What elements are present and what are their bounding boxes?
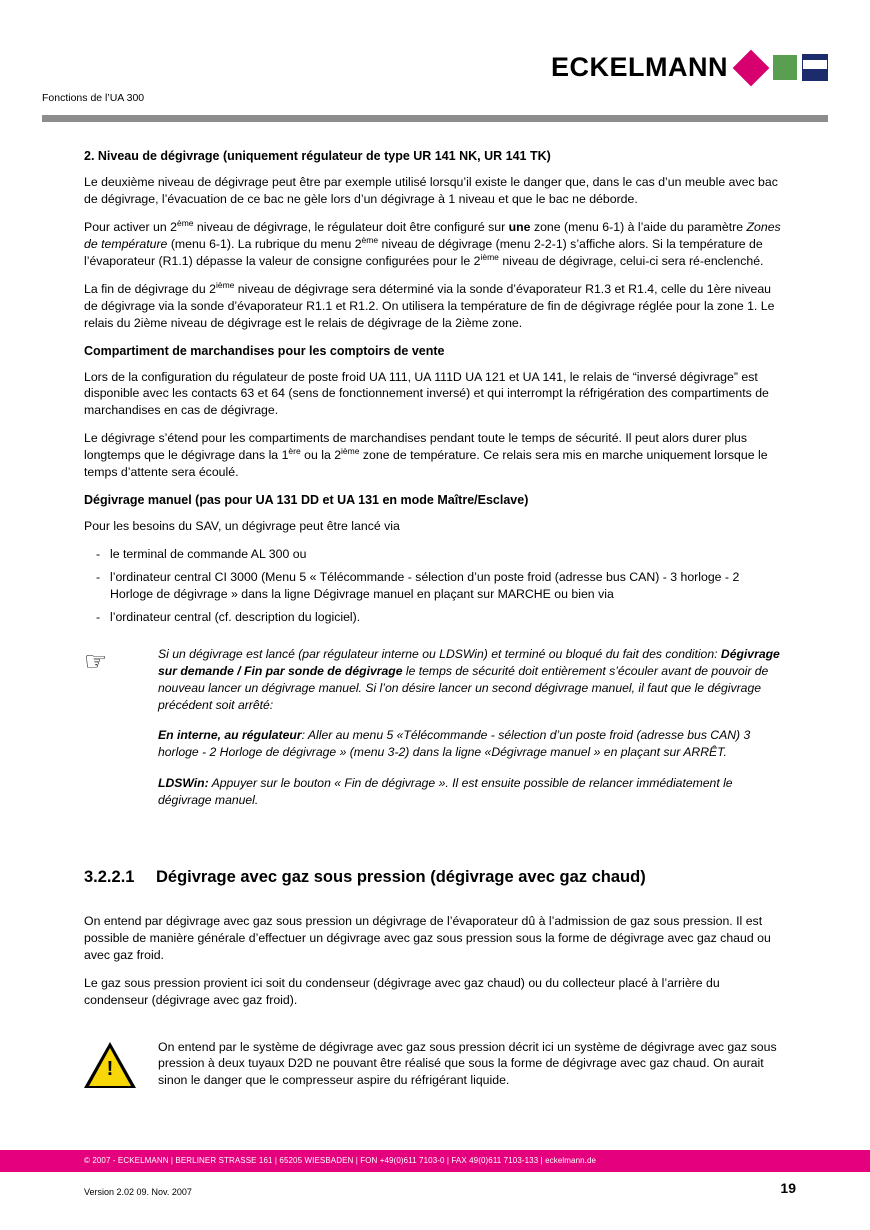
paragraph-1: Le deuxième niveau de dégivrage peut être par exemple utilisé lorsqu’il existe le danger que, dans le cas d’un meuble avec bac de dégivrage, l’évacuation de ce bac ne gèle lors d’un dégivrage à 1 niveau et que le bac ne déborde. xyxy=(84,174,778,206)
paragraph-2 xyxy=(84,219,784,270)
p2-seg-f: niveau de dégivrage, celui-ci sera ré-enclenché. xyxy=(498,253,764,268)
section-paragraph-1: On entend par dégivrage avec gaz sous pression un dégivrage de l’évaporateur dû à l’admission de gaz sous pression. Il est possible de manière générale d’effectuer un dégivrage avec gaz sous pression sous la forme de dégivrage avec gaz chaud ou avec gaz froid. xyxy=(84,913,771,962)
list-item: - l’ordinateur central (cf. description du logiciel). xyxy=(84,609,784,626)
heading-compartiment: Compartiment de marchandises pour les comptoirs de vente xyxy=(84,343,445,358)
p2-bold-une: une xyxy=(508,219,531,234)
paragraph-3 xyxy=(84,281,784,332)
note-text xyxy=(158,646,784,822)
note-p3-bold: LDSWin: xyxy=(158,775,209,790)
p2-sup-1: ème xyxy=(176,217,194,228)
p2-seg-a: Pour activer un 2 xyxy=(84,219,177,234)
header-rule xyxy=(42,115,828,122)
section-heading xyxy=(84,868,784,887)
list-item: - l’ordinateur central CI 3000 (Menu 5 « Télécommande - sélection d’un poste froid (adresse bus CAN) - 3 horloge - 2 Horloge de dégivrage » dans la ligne Dégivrage manuel en plaçant sur MARCHE ou bien via xyxy=(84,569,784,603)
heading-niveau-degivrage: 2. Niveau de dégivrage (uniquement régulateur de type UR 141 NK, UR 141 TK) xyxy=(84,149,551,163)
p5-sup-1: ère xyxy=(288,446,301,457)
p5-sup-2: ième xyxy=(341,446,360,457)
p5-seg-c: zone de température. Ce relais sera mis en marche uniquement lorsque le temps d’attente sera écoulé. xyxy=(84,448,768,480)
note-p2-bold: En interne, au régulateur xyxy=(158,728,302,743)
note-paragraph-1 xyxy=(158,646,784,714)
warning-triangle-icon: ! xyxy=(84,1039,158,1090)
running-head: Fonctions de l’UA 300 xyxy=(42,92,145,104)
section-paragraph-2: Le gaz sous pression provient ici soit du condenseur (dégivrage avec gaz chaud) ou du collecteur placé à l’arrière du condenseur (dégivrage avec gaz froid). xyxy=(84,975,720,1007)
p5-seg-b: ou la 2 xyxy=(300,448,342,463)
p2-sup-3: ième xyxy=(480,251,499,262)
p2-italic-zones: Zones de température xyxy=(84,219,781,251)
page-number: 19 xyxy=(780,1180,796,1196)
green-square-icon xyxy=(773,55,797,80)
section-title: Dégivrage avec gaz sous pression (dégivrage avec gaz chaud) xyxy=(156,867,646,886)
p3-sup: ième xyxy=(215,279,235,290)
diamond-icon xyxy=(733,49,770,86)
p2-seg-b: niveau de dégivrage, le régulateur doit être configuré sur xyxy=(193,219,509,234)
paragraph-6: Pour les besoins du SAV, un dégivrage peut être lancé via xyxy=(84,519,400,534)
p3-seg-a: La fin de dégivrage du 2 xyxy=(84,281,216,296)
p3-seg-b: niveau de dégivrage sera déterminé via la sonde d’évaporateur R1.3 et R1.4, celle du 1ère niveau de dégivrage via la sonde d’évaporateur R1.1 et R1.2. On utilisera la température de fin de dégivrage réglée pour la zone 1. Le relais du 2ième niveau de dégivrage est le relais de dégivrage de la 2ième zone. xyxy=(84,281,775,330)
note-paragraph-3 xyxy=(158,775,784,809)
p2-seg-c: zone (menu 6-1) à l’aide du paramètre xyxy=(530,219,747,234)
note-p1-b: le temps de sécurité doit entièrement s’écouler avant de pouvoir de nouveau lancer un dégivrage manuel. Si l’on désire lancer un second dégivrage manuel, il faut que le dégivrage précédent soit arrêté: xyxy=(158,664,769,713)
p2-sup-2: ème xyxy=(361,234,379,245)
blue-flag-icon xyxy=(802,54,828,81)
note-p2-rest: : Aller au menu 5 «Télécommande - sélection d’un poste froid (adresse bus CAN) 3 horloge - 2 Horloge de dégivrage » (menu 3-2) dans la ligne «Dégivrage manuel » en plaçant sur ARRÊT. xyxy=(158,728,751,760)
p2-seg-e: niveau de dégivrage (menu 2-2-1) s’affiche alors. Si la température de l’évaporateur (R1.1) dépasse la valeur de consigne configurées pour le 2 xyxy=(84,236,763,268)
manual-defrost-list xyxy=(84,546,784,626)
eckelmann-logo xyxy=(551,52,828,83)
list-item: - le terminal de commande AL 300 ou xyxy=(84,546,784,563)
logo-wordmark: ECKELMANN xyxy=(551,52,728,82)
warning-block xyxy=(84,1039,784,1090)
section-number: 3.2.2.1 xyxy=(84,867,135,886)
footer-version: Version 2.02 09. Nov. 2007 xyxy=(84,1187,192,1197)
note-p3-rest: Appuyer sur le bouton « Fin de dégivrage ». Il est ensuite possible de relancer immédiatement le dégivrage manuel. xyxy=(158,775,733,807)
heading-degivrage-manuel: Dégivrage manuel (pas pour UA 131 DD et UA 131 en mode Maître/Esclave) xyxy=(84,493,529,508)
note-p1-a: Si un dégivrage est lancé (par régulateur interne ou LDSWin) et terminé ou bloqué du fait des condition: xyxy=(158,647,721,662)
warning-text: On entend par le système de dégivrage avec gaz sous pression décrit ici un système de dégivrage avec gaz sous pression à deux tuyaux D2D ne pouvant être réalisé que sous la forme de dégivrage avec gaz chaud. On aurait sinon le danger que le compresseur aspire du réfrigérant liquide. xyxy=(158,1039,777,1088)
main-content xyxy=(84,140,784,1089)
footer-bar xyxy=(0,1150,870,1172)
paragraph-5 xyxy=(84,430,784,481)
p2-seg-d: (menu 6-1). La rubrique du menu 2 xyxy=(167,236,362,251)
note-p1-bold: Dégivrage sur demande / Fin par sonde de dégivrage xyxy=(158,647,780,679)
note-paragraph-2 xyxy=(158,727,784,761)
hand-pointing-icon: ☞ xyxy=(84,646,108,677)
p5-seg-a: Le dégivrage s’étend pour les compartiments de marchandises pendant toute le temps de sécurité. Il peut alors durer plus longtemps que le dégivrage dans la 1 xyxy=(84,431,748,463)
logo-marks xyxy=(738,54,828,81)
note-block xyxy=(84,646,784,822)
paragraph-4: Lors de la configuration du régulateur de poste froid UA 111, UA 111D UA 121 et UA 141, le relais de “inversé dégivrage” est disponible avec les contacts 63 et 64 (sens de fonctionnement inversé) et qui interrompt la réfrigération des compartiments de marchandises en cas de dégivrage. xyxy=(84,369,769,418)
footer-copyright: © 2007 - ECKELMANN | BERLINER STRASSE 161 | 65205 WIESBADEN | FON +49(0)611 7103-0 | FAX 49(0)611 7103-133 | eckelmann.de xyxy=(84,1156,597,1165)
